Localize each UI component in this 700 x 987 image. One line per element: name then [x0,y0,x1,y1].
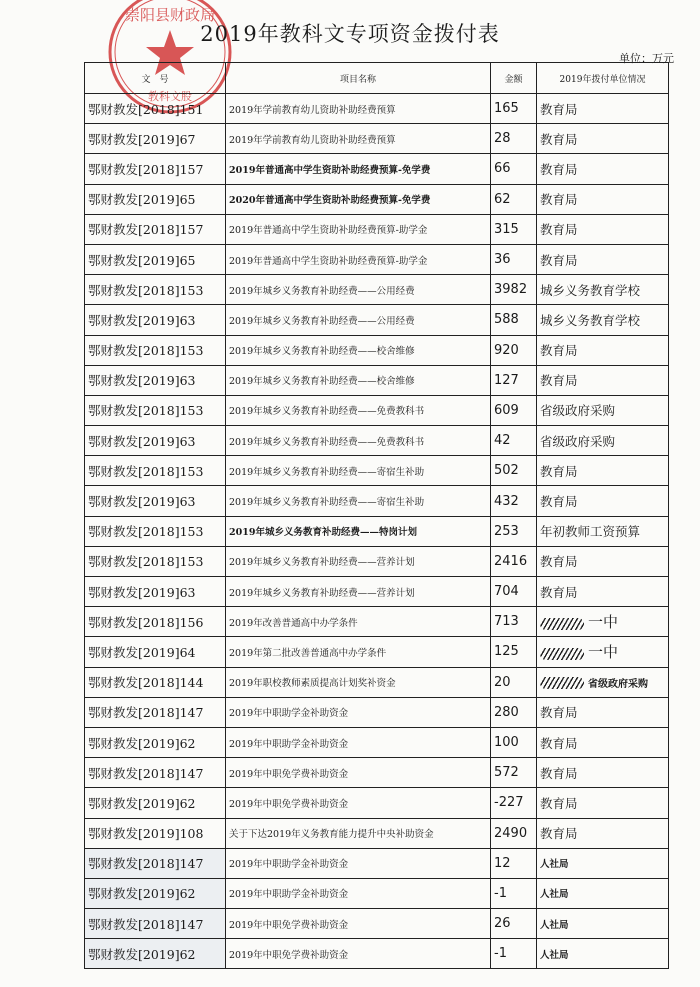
project-name-cell: 2019年城乡义务教育补助经费——寄宿生补助 [226,456,491,486]
project-name-cell: 2019年城乡义务教育补助经费——免费教科书 [226,426,491,456]
amount-cell: 20 [491,667,537,697]
payee-unit-cell [537,667,669,697]
project-name-cell: 2019年中职助学金补助资金 [226,878,491,908]
table-row [85,637,669,667]
amount-cell: 3982 [491,275,537,305]
payee-unit-cell: 教育局 [537,727,669,757]
amount-cell: 572 [491,758,537,788]
table-row [85,395,669,425]
payee-unit-cell: 教育局 [537,818,669,848]
project-name-cell: 2019年城乡义务教育补助经费——营养计划 [226,577,491,607]
payee-unit-cell: 教育局 [537,335,669,365]
amount-cell: 26 [491,909,537,939]
amount-cell: 62 [491,184,537,214]
payee-unit-cell: 教育局 [537,154,669,184]
doc-number-cell: 鄂财教发[2018]153 [85,456,226,486]
doc-number-cell: 鄂财教发[2018]157 [85,154,226,184]
table-row [85,184,669,214]
doc-number-cell: 鄂财教发[2019]63 [85,365,226,395]
table-row [85,486,669,516]
project-name-cell: 2019年学前教育幼儿资助补助经费预算 [226,124,491,154]
table-row [85,94,669,124]
doc-number-cell: 鄂财教发[2018]147 [85,848,226,878]
project-name-cell: 关于下达2019年义务教育能力提升中央补助资金 [226,818,491,848]
doc-number-cell: 鄂财教发[2018]156 [85,607,226,637]
payee-unit-cell: 教育局 [537,365,669,395]
doc-number-cell: 鄂财教发[2018]157 [85,214,226,244]
amount-cell: 2416 [491,546,537,576]
payee-unit-cell: 省级政府采购 [537,395,669,425]
amount-cell: 28 [491,124,537,154]
doc-number-cell: 鄂财教发[2019]63 [85,426,226,456]
table-header-row [85,63,669,94]
header-doc-number: 文 号 [85,63,226,94]
payee-unit-cell: 教育局 [537,577,669,607]
amount-cell: 66 [491,154,537,184]
handwritten-unit-text: 一中 [588,613,619,632]
handwritten-unit-text: 一中 [588,643,619,662]
amount-cell: 704 [491,577,537,607]
amount-cell: 2490 [491,818,537,848]
doc-number-cell: 鄂财教发[2018]144 [85,667,226,697]
amount-cell: -1 [491,939,537,969]
project-name-cell: 2020年普通高中学生资助补助经费预算-免学费 [226,184,491,214]
table-row [85,546,669,576]
payee-unit-cell: 人社局 [537,909,669,939]
project-name-cell: 2019年中职免学费补助资金 [226,939,491,969]
project-name-cell: 2019年城乡义务教育补助经费——寄宿生补助 [226,486,491,516]
amount-cell: -1 [491,878,537,908]
project-name-cell: 2019年第二批改善普通高中办学条件 [226,637,491,667]
table-row [85,667,669,697]
amount-cell: 42 [491,426,537,456]
header-amount: 金额 [491,63,537,94]
amount-cell: 36 [491,244,537,274]
payee-unit-cell: 省级政府采购 [537,426,669,456]
table-row [85,727,669,757]
project-name-cell: 2019年中职免学费补助资金 [226,788,491,818]
payee-unit-cell: 人社局 [537,939,669,969]
payee-unit-cell: 人社局 [537,878,669,908]
project-name-cell: 2019年职校教师素质提高计划奖补资金 [226,667,491,697]
table-row [85,607,669,637]
doc-number-cell: 鄂财教发[2019]65 [85,184,226,214]
doc-number-cell: 鄂财教发[2018]147 [85,758,226,788]
project-name-cell: 2019年城乡义务教育补助经费——校舍维修 [226,365,491,395]
payee-unit-cell: 教育局 [537,697,669,727]
svg-text:崇阳县财政局: 崇阳县财政局 [124,6,216,24]
table-row [85,275,669,305]
project-name-cell: 2019年改善普通高中办学条件 [226,607,491,637]
amount-cell: 125 [491,637,537,667]
project-name-cell: 2019年学前教育幼儿资助补助经费预算 [226,94,491,124]
table-row [85,697,669,727]
payee-unit-cell: 教育局 [537,758,669,788]
amount-cell: 253 [491,516,537,546]
doc-number-cell: 鄂财教发[2019]63 [85,305,226,335]
funding-table [84,62,669,969]
table-row [85,818,669,848]
doc-number-cell: 鄂财教发[2018]153 [85,275,226,305]
payee-unit-cell: 教育局 [537,244,669,274]
amount-cell: 12 [491,848,537,878]
table-row [85,305,669,335]
amount-cell: 920 [491,335,537,365]
doc-number-cell: 鄂财教发[2019]64 [85,637,226,667]
project-name-cell: 2019年中职免学费补助资金 [226,758,491,788]
project-name-cell: 2019年城乡义务教育补助经费——营养计划 [226,546,491,576]
doc-number-cell: 鄂财教发[2019]65 [85,244,226,274]
amount-cell: 502 [491,456,537,486]
doc-number-cell: 鄂财教发[2019]63 [85,486,226,516]
payee-unit-cell: 教育局 [537,94,669,124]
amount-cell: 165 [491,94,537,124]
table-row [85,758,669,788]
table-row [85,214,669,244]
doc-number-cell: 鄂财教发[2019]62 [85,939,226,969]
amount-cell: 315 [491,214,537,244]
header-payee-unit: 2019年拨付单位情况 [537,63,669,94]
unit-label: 单位：万元 [619,52,674,65]
doc-number-cell: 鄂财教发[2018]153 [85,546,226,576]
table-row [85,365,669,395]
amount-cell: 432 [491,486,537,516]
amount-cell: 127 [491,365,537,395]
doc-number-cell: 鄂财教发[2018]151 [85,94,226,124]
crossed-out-mark [540,618,584,630]
payee-unit-cell: 城乡义务教育学校 [537,305,669,335]
doc-number-cell: 鄂财教发[2018]153 [85,335,226,365]
table-row [85,244,669,274]
table-row [85,848,669,878]
payee-unit-cell: 城乡义务教育学校 [537,275,669,305]
project-name-cell: 2019年城乡义务教育补助经费——公用经费 [226,275,491,305]
table-row [85,939,669,969]
table-row [85,577,669,607]
doc-number-cell: 鄂财教发[2019]67 [85,124,226,154]
svg-text:教科文股: 教科文股 [148,90,192,103]
payee-unit-cell: 教育局 [537,788,669,818]
project-name-cell: 2019年城乡义务教育补助经费——免费教科书 [226,395,491,425]
handwritten-unit-text: 省级政府采购 [588,678,648,690]
project-name-cell: 2019年城乡义务教育补助经费——公用经费 [226,305,491,335]
project-name-cell: 2019年中职助学金补助资金 [226,697,491,727]
project-name-cell: 2019年普通高中学生资助补助经费预算-助学金 [226,214,491,244]
project-name-cell: 2019年中职免学费补助资金 [226,909,491,939]
payee-unit-cell: 年初教师工资预算 [537,516,669,546]
project-name-cell: 2019年普通高中学生资助补助经费预算-免学费 [226,154,491,184]
table-row [85,516,669,546]
doc-number-cell: 鄂财教发[2019]62 [85,878,226,908]
payee-unit-cell: 教育局 [537,184,669,214]
payee-unit-cell: 教育局 [537,456,669,486]
project-name-cell: 2019年中职助学金补助资金 [226,848,491,878]
crossed-out-mark [540,648,584,660]
doc-number-cell: 鄂财教发[2019]63 [85,577,226,607]
payee-unit-cell: 人社局 [537,848,669,878]
project-name-cell: 2019年城乡义务教育补助经费——校舍维修 [226,335,491,365]
project-name-cell: 2019年中职助学金补助资金 [226,727,491,757]
amount-cell: 588 [491,305,537,335]
doc-number-cell: 鄂财教发[2019]108 [85,818,226,848]
table-row [85,456,669,486]
doc-number-cell: 鄂财教发[2018]147 [85,909,226,939]
doc-number-cell: 鄂财教发[2019]62 [85,788,226,818]
doc-number-cell: 鄂财教发[2018]153 [85,395,226,425]
page-title: 2019年教科文专项资金拨付表 [200,22,500,46]
table-row [85,124,669,154]
header-project-name: 项目名称 [226,63,491,94]
table-row [85,788,669,818]
table-row [85,335,669,365]
amount-cell: 713 [491,607,537,637]
doc-number-cell: 鄂财教发[2019]62 [85,727,226,757]
payee-unit-cell: 教育局 [537,546,669,576]
amount-cell: 609 [491,395,537,425]
project-name-cell: 2019年普通高中学生资助补助经费预算-助学金 [226,244,491,274]
table-row [85,878,669,908]
table-row [85,154,669,184]
project-name-cell: 2019年城乡义务教育补助经费——特岗计划 [226,516,491,546]
amount-cell: 100 [491,727,537,757]
payee-unit-cell [537,637,669,667]
payee-unit-cell: 教育局 [537,214,669,244]
doc-number-cell: 鄂财教发[2018]147 [85,697,226,727]
doc-number-cell: 鄂财教发[2018]153 [85,516,226,546]
amount-cell: 280 [491,697,537,727]
payee-unit-cell: 教育局 [537,486,669,516]
crossed-out-mark [540,677,584,689]
table-row [85,909,669,939]
payee-unit-cell [537,607,669,637]
table-row [85,426,669,456]
payee-unit-cell: 教育局 [537,124,669,154]
amount-cell: -227 [491,788,537,818]
